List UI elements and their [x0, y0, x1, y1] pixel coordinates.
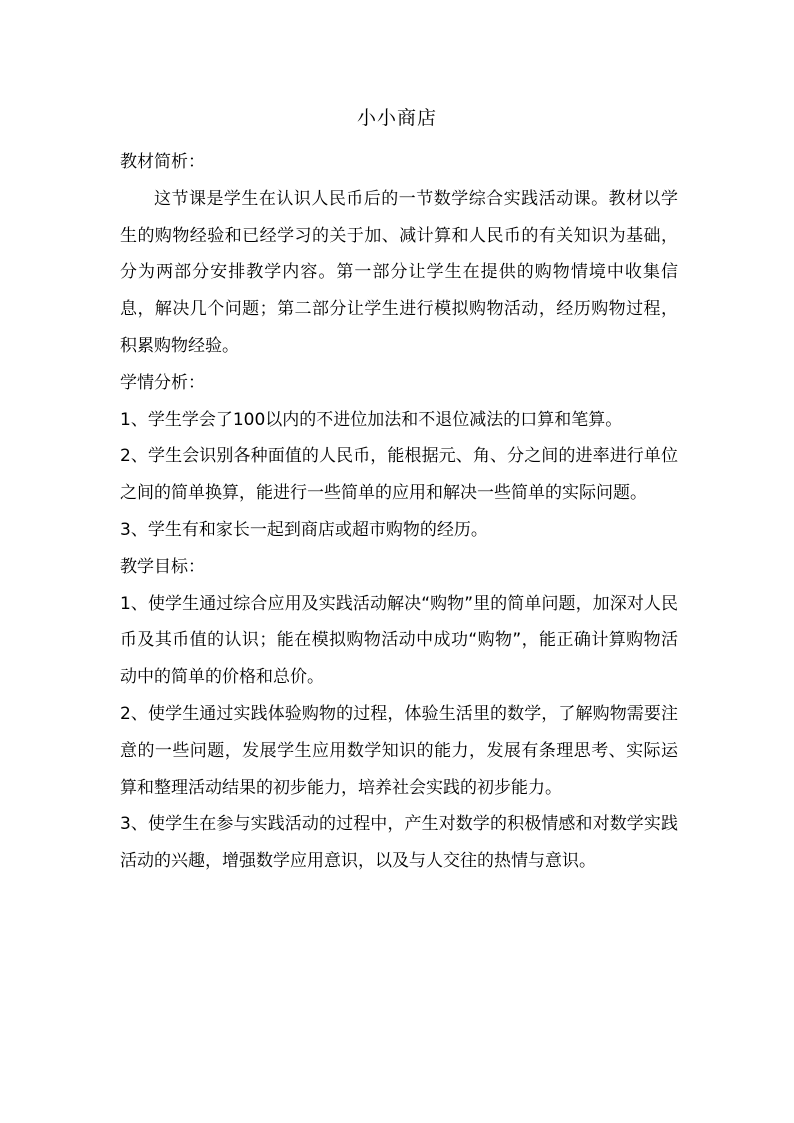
section-heading-textbook-analysis: 教材简析： — [120, 152, 205, 172]
document-body — [120, 144, 678, 880]
teaching-goal-item-3: 3、使学生在参与实践活动的过程中，产生对数学的积极情感和对数学实践活动的兴趣，增强数学应用意识，以及与人交往的热情与意识。 — [120, 814, 678, 872]
section-heading-learner-analysis: 学情分析： — [120, 372, 205, 393]
teaching-goal-item-1: 1、使学生通过综合应用及实践活动解决“购物”里的简单问题，加深对人民币及其币值的认识；能在模拟购物活动中成功“购物”，能正确计算购物活动中的简单的价格和总价。 — [120, 593, 678, 688]
document-title: 小小商店 — [356, 107, 437, 129]
learner-analysis-item-2: 2、学生会识别各种面值的人民币，能根据元、角、分之间的进率进行单位之间的简单换算，能进行一些简单的应用和解决一些简单的实际问题。 — [120, 446, 678, 504]
learner-analysis-item-3: 3、学生有和家长一起到商店或超市购物的经历。 — [120, 519, 488, 540]
teaching-goal-item-2: 2、使学生通过实践体验购物的过程，体验生活里的数学，了解购物需要注意的一些问题，发展学生应用数学知识的能力，发展有条理思考、实际运算和整理活动结果的初步能力，培养社会实践的初步能力。 — [120, 703, 678, 798]
textbook-analysis-paragraph: 这节课是学生在认识人民币后的一节数学综合实践活动课。教材以学生的购物经验和已经学习的关于加、减计算和人民币的有关知识为基础，分为两部分安排教学内容。第一部分让学生在提供的购物情境中收集信息，解决几个问题；第二部分让学生进行模拟购物活动，经历购物过程，积累购物经验。 — [120, 188, 678, 356]
learner-analysis-item-1: 1、学生学会了100以内的不进位加法和不退位减法的口算和笔算。 — [120, 409, 623, 430]
section-heading-teaching-goals: 教学目标： — [120, 556, 205, 577]
